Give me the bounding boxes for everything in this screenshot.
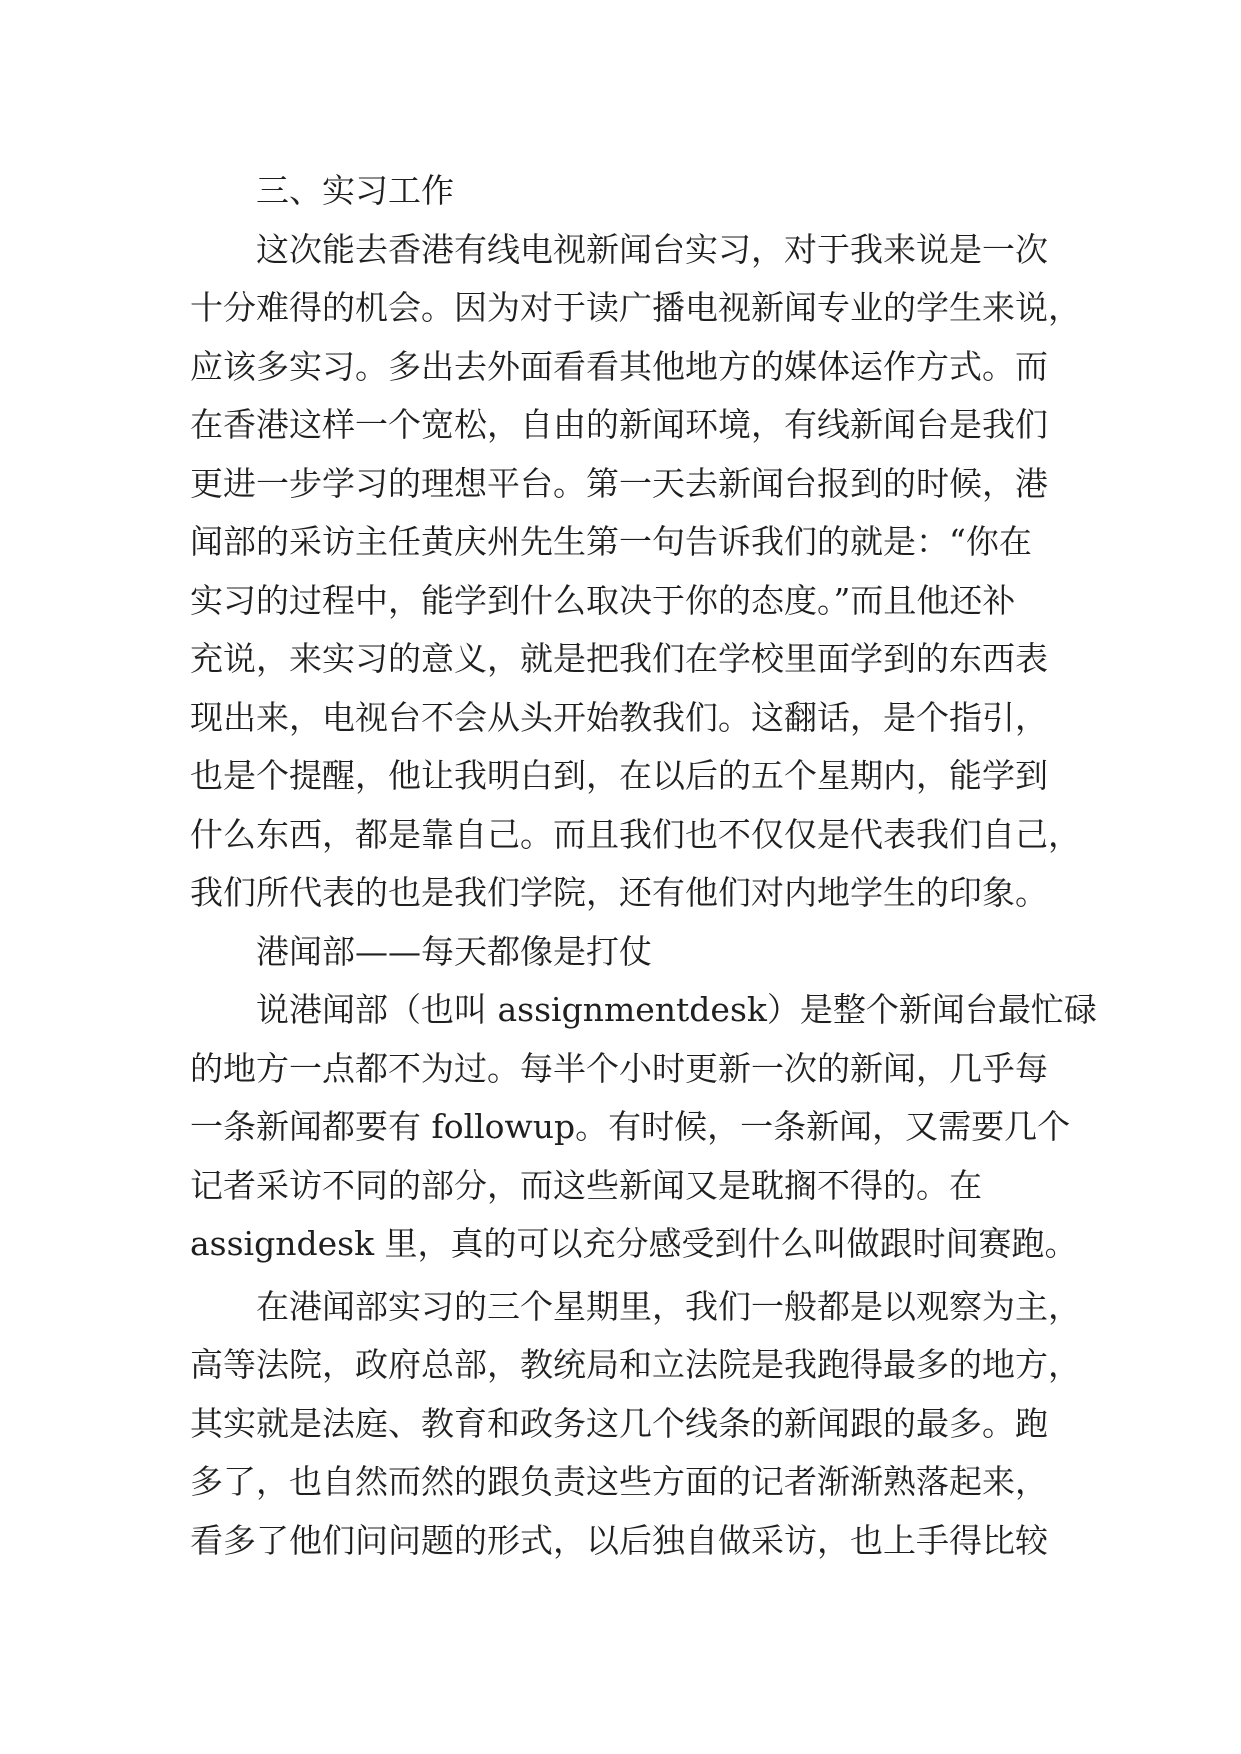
paragraph-line: 多了，也自然而然的跟负责这些方面的记者渐渐熟落起来， <box>190 1462 1048 1501</box>
paragraph-line: 现出来，电视台不会从头开始教我们。这翻话，是个指引， <box>190 697 1048 737</box>
paragraph-line: 其实就是法庭、教育和政务这几个线条的新闻跟的最多。跑 <box>190 1403 1048 1443</box>
paragraph-line: 闻部的采访主任黄庆州先生第一句告诉我们的就是：“你在 <box>190 522 1032 561</box>
paragraph-line: 什么东西，都是靠自己。而且我们也不仅仅是代表我们自己， <box>190 814 1081 854</box>
paragraph-line: 也是个提醒，他让我明白到，在以后的五个星期内，能学到 <box>190 756 1048 795</box>
paragraph-line: 的地方一点都不为过。每半个小时更新一次的新闻，几乎每 <box>190 1048 1048 1088</box>
paragraph-line: 应该多实习。多出去外面看看其他地方的媒体运作方式。而 <box>190 346 1048 386</box>
section-heading: 三、实习工作 <box>256 171 454 210</box>
paragraph-line: 一条新闻都要有 followup。有时候，一条新闻，又需要几个 <box>190 1107 1071 1146</box>
paragraph-line: 记者采访不同的部分，而这些新闻又是耽搁不得的。在 <box>190 1165 982 1205</box>
paragraph-line: 在香港这样一个宽松，自由的新闻环境，有线新闻台是我们 <box>190 405 1048 444</box>
paragraph-line: 我们所代表的也是我们学院，还有他们对内地学生的印象。 <box>190 873 1048 912</box>
paragraph-line: 说港闻部（也叫 assignmentdesk）是整个新闻台最忙碌 <box>256 990 1097 1029</box>
paragraph-line: assigndesk 里，真的可以充分感受到什么叫做跟时间赛跑。 <box>190 1224 1078 1263</box>
document-body <box>190 162 1097 1570</box>
paragraph-line: 在港闻部实习的三个星期里，我们一般都是以观察为主， <box>256 1286 1081 1326</box>
paragraph-line: 看多了他们问问题的形式，以后独自做采访，也上手得比较 <box>190 1520 1048 1560</box>
subsection-heading: 港闻部——每天都像是打仗 <box>256 931 652 971</box>
paragraph-line: 这次能去香港有线电视新闻台实习，对于我来说是一次 <box>256 229 1048 269</box>
paragraph-line: 高等法院，政府总部，教统局和立法院是我跑得最多的地方， <box>190 1345 1081 1384</box>
paragraph-line: 十分难得的机会。因为对于读广播电视新闻专业的学生来说， <box>190 288 1081 327</box>
paragraph-line: 更进一步学习的理想平台。第一天去新闻台报到的时候，港 <box>190 463 1048 503</box>
paragraph-line: 充说，来实习的意义，就是把我们在学校里面学到的东西表 <box>190 639 1048 678</box>
paragraph-line: 实习的过程中，能学到什么取决于你的态度。”而且他还补 <box>190 580 1016 620</box>
